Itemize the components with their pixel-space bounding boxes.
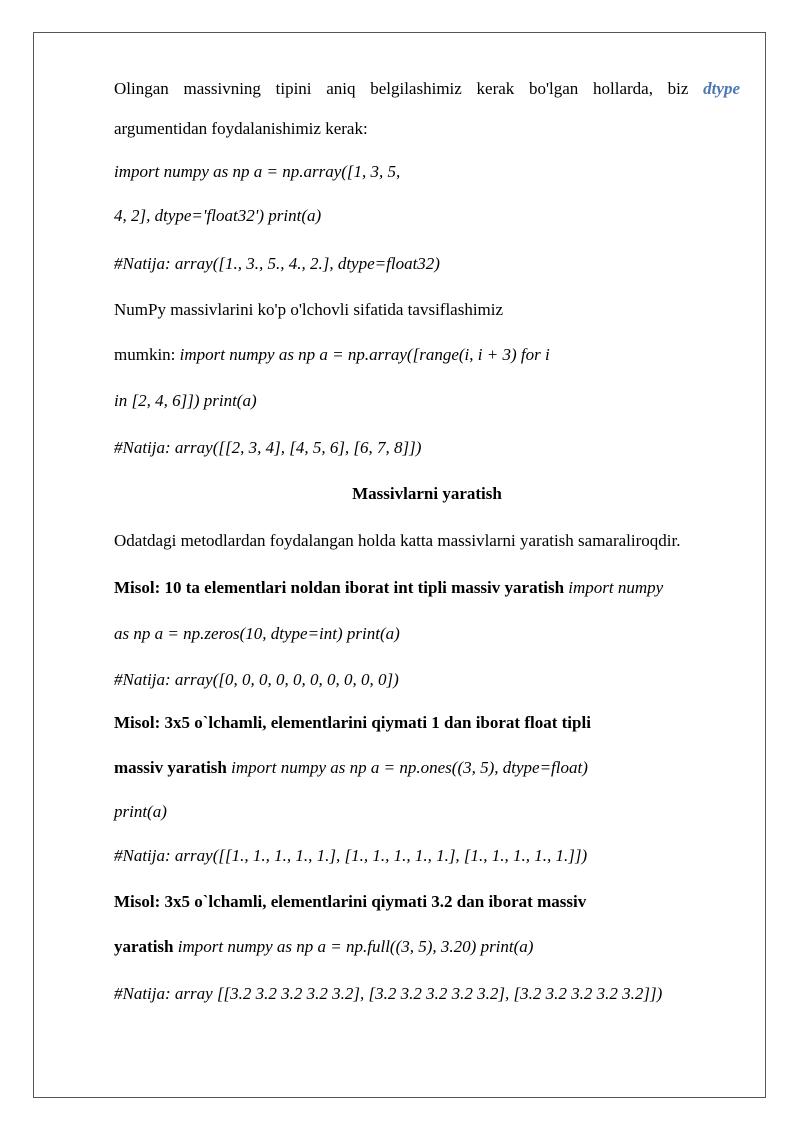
result-line: #Natija: array([1., 3., 5., 4., 2.], dtype=float32) — [114, 254, 440, 273]
paragraph-line: NumPy massivlarini ko'p o'lchovli sifatida tavsiflashimiz — [114, 300, 504, 319]
example-title: Misol: 10 ta elementlari noldan iborat int tipli massiv yaratish — [114, 578, 565, 597]
result-line: #Natija: array([[2, 3, 4], [4, 5, 6], [6, 7, 8]]) — [114, 438, 422, 457]
dtype-keyword: dtype — [703, 79, 740, 98]
example-title: massiv yaratish — [114, 758, 227, 777]
section-heading: Massivlarni yaratish — [352, 484, 502, 503]
code-line: import numpy as np a = np.array([1, 3, 5, — [114, 162, 401, 181]
example-title: Misol: 3x5 o`lchamli, elementlarini qiymati 3.2 dan iborat massiv — [114, 892, 587, 911]
inline-code: import numpy as np a = np.ones((3, 5), dtype=float) — [231, 758, 588, 777]
paragraph-dtype-line2: argumentidan foydalanishimiz kerak: — [114, 119, 368, 138]
paragraph-text: mumkin: — [114, 345, 176, 364]
example-title: yaratish — [114, 937, 174, 956]
inline-code: import numpy as np a = np.full((3, 5), 3.20) print(a) — [177, 937, 534, 956]
inline-code: import numpy as np a = np.array([range(i, i + 3) for i — [179, 345, 550, 364]
example-title: Misol: 3x5 o`lchamli, elementlarini qiymati 1 dan iborat float tipli — [114, 713, 591, 732]
inline-code: import numpy — [568, 578, 664, 597]
example-line — [114, 577, 740, 599]
code-line: in [2, 4, 6]]) print(a) — [114, 391, 257, 410]
paragraph-text: Olingan massivning tipini aniq belgilashimiz kerak bo'lgan hollarda, biz — [114, 79, 689, 98]
code-line: 4, 2], dtype='float32') print(a) — [114, 206, 322, 225]
result-line: #Natija: array([0, 0, 0, 0, 0, 0, 0, 0, 0, 0]) — [114, 670, 399, 689]
example-line — [114, 757, 740, 779]
paragraph-line — [114, 344, 740, 366]
code-line: as np a = np.zeros(10, dtype=int) print(a) — [114, 624, 400, 643]
code-line: print(a) — [114, 802, 167, 821]
example-line — [114, 936, 740, 958]
result-line: #Natija: array([[1., 1., 1., 1., 1.], [1., 1., 1., 1., 1.], [1., 1., 1., 1., 1.]]) — [114, 846, 588, 865]
result-line: #Natija: array [[3.2 3.2 3.2 3.2 3.2], [3.2 3.2 3.2 3.2 3.2], [3.2 3.2 3.2 3.2 3.2]]) — [114, 984, 663, 1003]
paragraph-dtype-line1 — [114, 78, 740, 100]
intro-paragraph: Odatdagi metodlardan foydalangan holda katta massivlarni yaratish samaraliroqdir. — [114, 531, 681, 550]
